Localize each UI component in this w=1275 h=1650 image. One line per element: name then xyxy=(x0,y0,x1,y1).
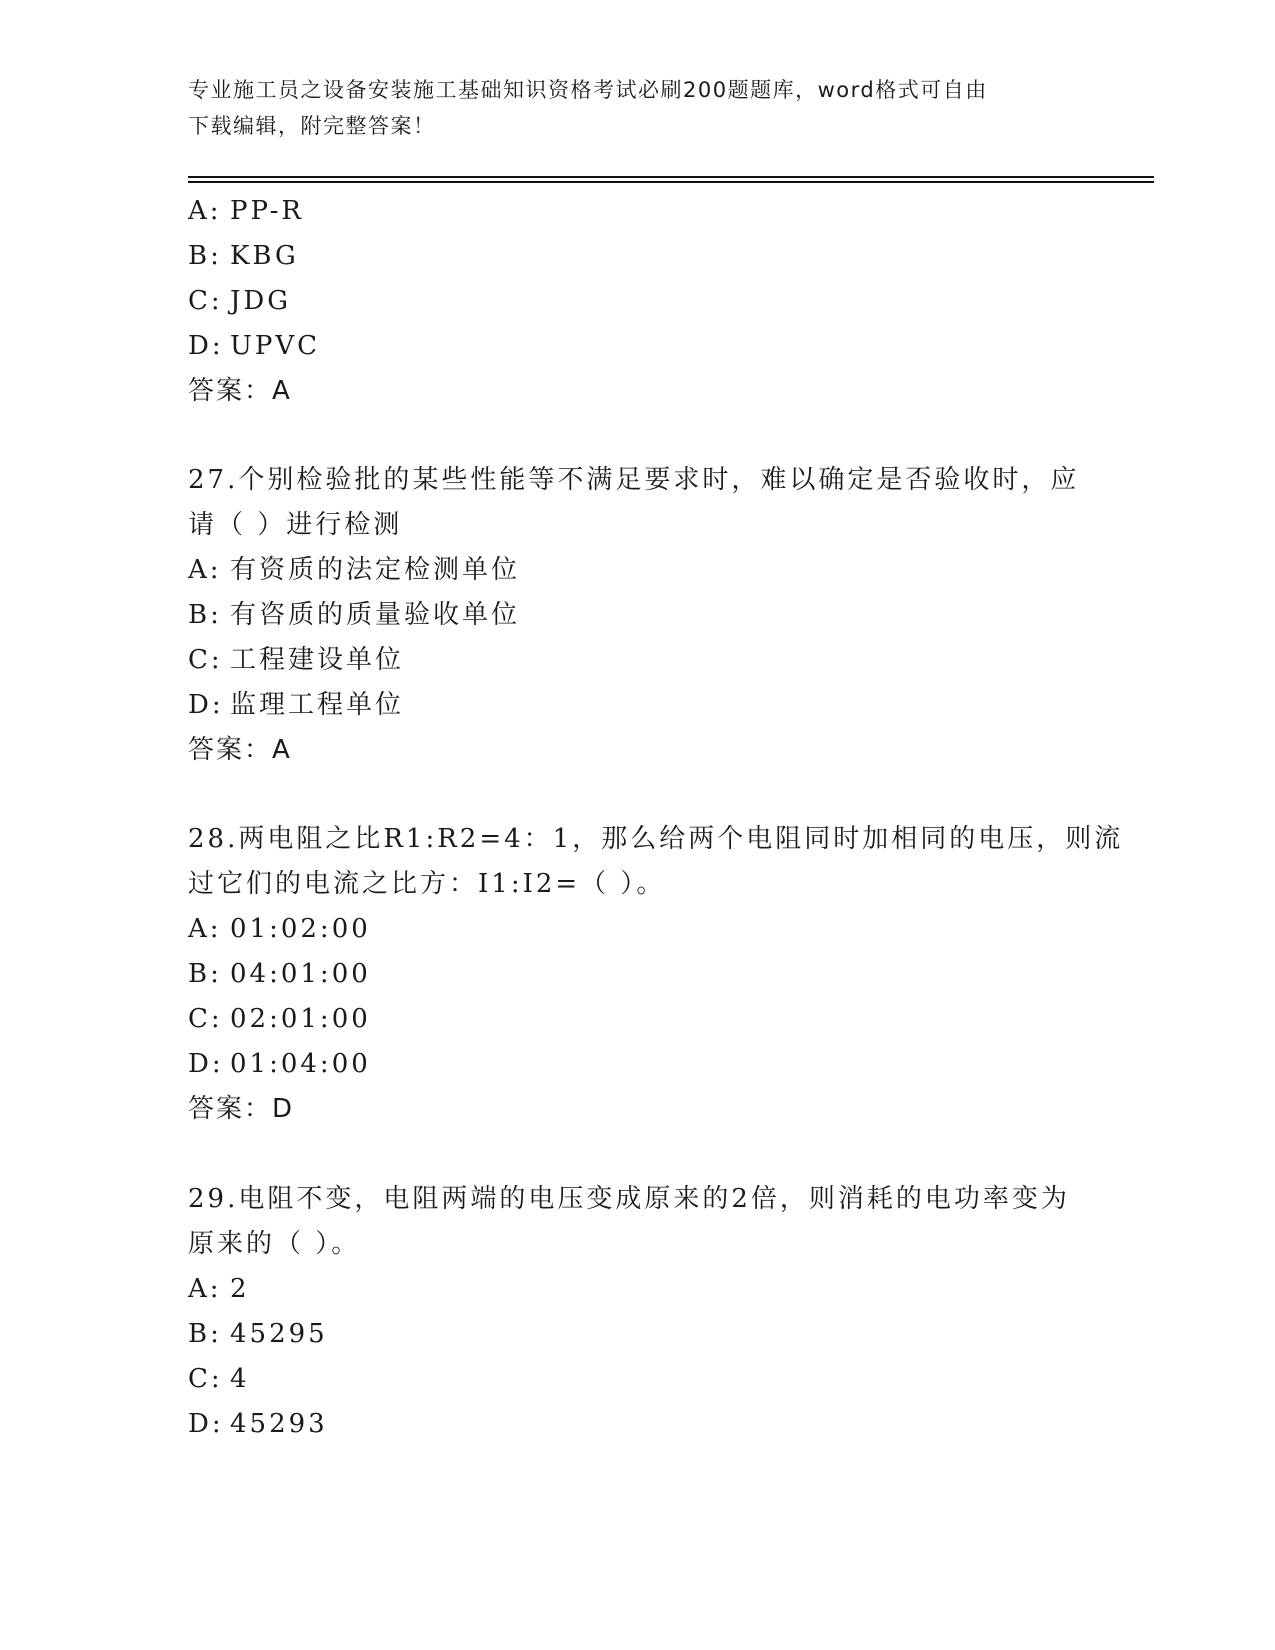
q28-answer: 答案：D xyxy=(188,1094,295,1124)
document-header xyxy=(188,72,1088,144)
q29-text-line-1: 29.电阻不变，电阻两端的电压变成原来的2倍，则消耗的电功率变为 xyxy=(188,1184,1070,1214)
q26-answer: 答案：A xyxy=(188,376,292,406)
header-line-1: 专业施工员之设备安装施工基础知识资格考试必刷200题题库，word格式可自由 xyxy=(188,78,988,102)
q29-option-a: A: 2 xyxy=(188,1274,250,1304)
header-line-2: 下载编辑，附完整答案！ xyxy=(188,114,436,138)
q27-text-line-2: 请（ ）进行检测 xyxy=(188,510,403,540)
q26-option-b: B: KBG xyxy=(188,241,299,271)
q28-option-b: B: 04:01:00 xyxy=(188,959,371,989)
q29-option-c: C: 4 xyxy=(188,1364,250,1394)
q27-text-line-1: 27.个别检验批的某些性能等不满足要求时，难以确定是否验收时，应 xyxy=(188,465,1080,495)
q29-option-b: B: 45295 xyxy=(188,1319,328,1349)
q26-option-d: D: UPVC xyxy=(188,331,321,361)
q26-option-c: C: JDG xyxy=(188,286,292,316)
header-rule-bottom xyxy=(188,181,1154,183)
q27-option-c: C: 工程建设单位 xyxy=(188,645,405,675)
q26-option-a: A: PP-R xyxy=(188,196,304,226)
q28-option-c: C: 02:01:00 xyxy=(188,1004,371,1034)
q27-answer: 答案：A xyxy=(188,735,292,765)
q29-text-line-2: 原来的（ ）。 xyxy=(188,1229,361,1259)
header-rule-top xyxy=(188,176,1154,178)
q29-option-d: D: 45293 xyxy=(188,1409,328,1439)
q27-option-a: A: 有资质的法定检测单位 xyxy=(188,555,521,585)
q28-text-line-1: 28.两电阻之比R1:R2=4：1，那么给两个电阻同时加相同的电压，则流 xyxy=(188,824,1124,854)
q27-option-d: D: 监理工程单位 xyxy=(188,690,405,720)
q28-text-line-2: 过它们的电流之比方：I1:I2=（ ）。 xyxy=(188,869,666,899)
q28-option-d: D: 01:04:00 xyxy=(188,1049,371,1079)
q28-option-a: A: 01:02:00 xyxy=(188,914,371,944)
q27-option-b: B: 有咨质的质量验收单位 xyxy=(188,600,521,630)
